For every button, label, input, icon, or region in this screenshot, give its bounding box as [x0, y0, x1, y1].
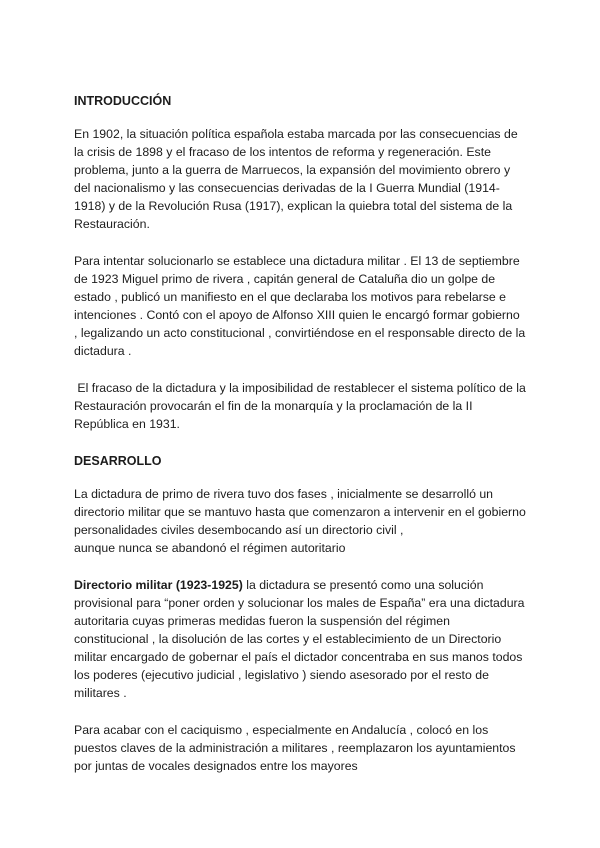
directorio-militar-text: la dictadura se presentó como una solución provisional para “poner orden y solucionar los males de España” era una dictadura autoritaria cuyas primeras medidas fueron la suspensión del régimen constitucional , la disolución de las cortes y el establecimiento de un Directorio militar encargado de gobernar el país el dictador concentraba en sus manos todos los poderes (ejecutivo judicial , legislativo ) siendo asesorado por el resto de militares .: [74, 578, 525, 700]
intro-paragraph-1: En 1902, la situación política española estaba marcada por las consecuencias de la crisis de 1898 y el fracaso de los intentos de reforma y regeneración. Este problema, junto a la guerra de Marruecos, la expansión del movimiento obrero y del nacionalismo y las consecuencias derivadas de la I Guerra Mundial (1914-1918) y de la Revolución Rusa (1917), explican la quiebra total del sistema de la Restauración.: [74, 127, 518, 231]
intro-paragraph-2: Para intentar solucionarlo se establece una dictadura militar . El 13 de septiembre de 1923 Miguel primo de rivera , capitán general de Cataluña dio un golpe de estado , publicó un manifiesto en el que declaraba los motivos para rebelarse e intenciones . Contó con el apoyo de Alfonso XIII quien le encargó formar gobierno , legalizando un acto constitucional , convirtiéndose en el responsable directo de la dictadura .: [74, 254, 526, 358]
intro-paragraph-3: El fracaso de la dictadura y la imposibilidad de restablecer el sistema político de la Restauración provocarán el fin de la monarquía y la proclamación de la II República en 1931.: [74, 381, 530, 431]
desarrollo-paragraph-3: Para acabar con el caciquismo , especialmente en Andalucía , colocó en los puestos claves de la administración a militares , reemplazaron los ayuntamientos por juntas de vocales designados entre los mayores: [74, 723, 516, 773]
document-page: [74, 92, 530, 794]
desarrollo-heading: DESARROLLO: [74, 454, 162, 468]
desarrollo-paragraph-1: La dictadura de primo de rivera tuvo dos fases , inicialmente se desarrolló un directorio militar que se mantuvo hasta que comenzaron a intervenir en el gobierno personalidades civiles desembocando así un directorio civil , aunque nunca se abandonó el régimen autoritario: [74, 487, 526, 555]
directorio-militar-lead: Directorio militar (1923-1925): [74, 578, 243, 592]
intro-heading: INTRODUCCIÓN: [74, 94, 172, 108]
desarrollo-paragraph-2: [74, 576, 526, 702]
